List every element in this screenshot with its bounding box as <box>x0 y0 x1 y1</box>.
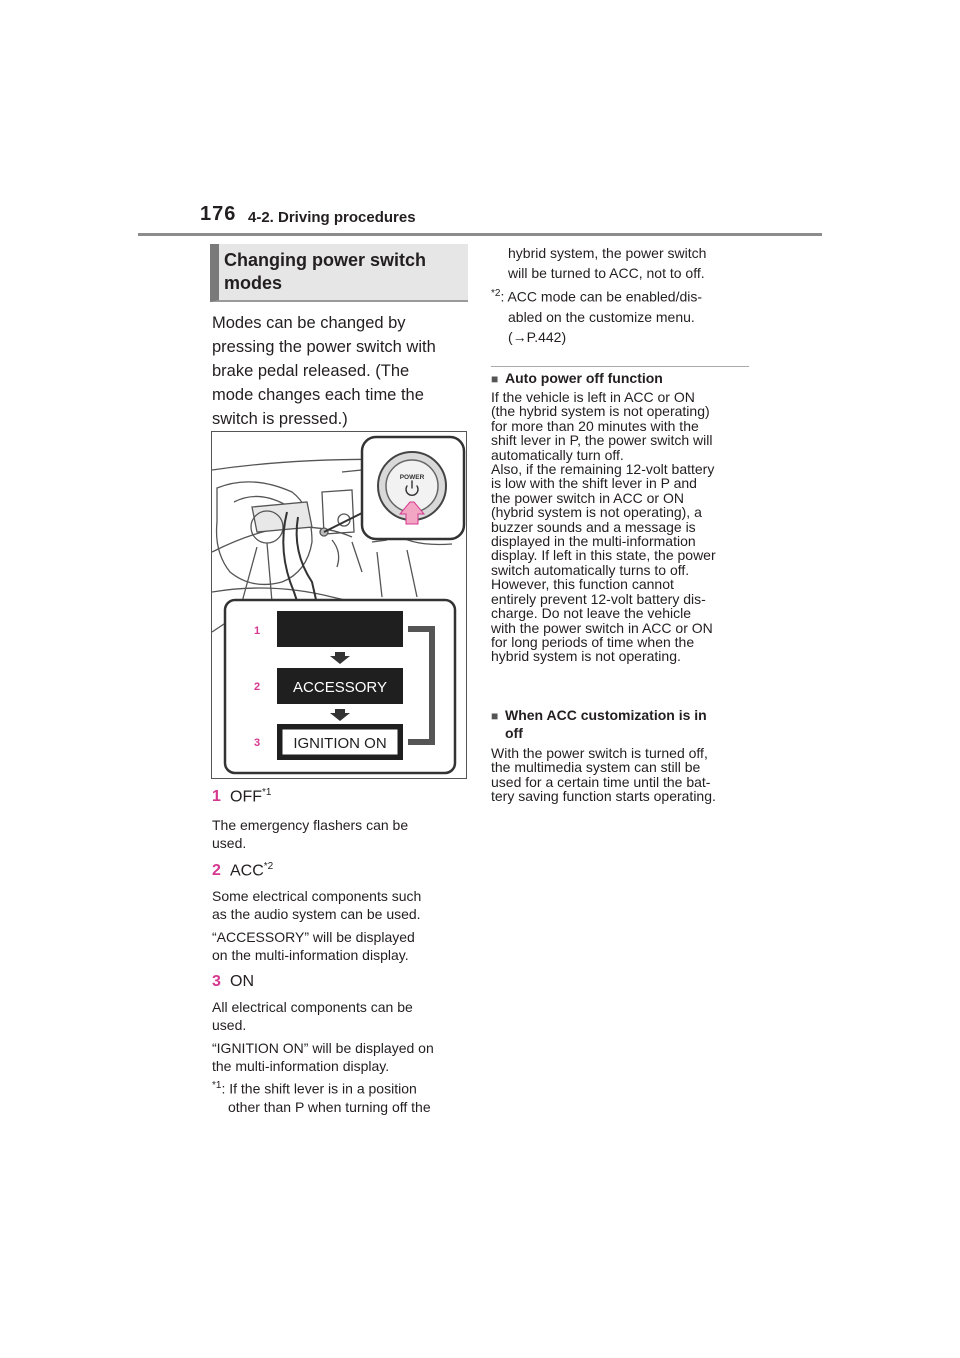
header-rule <box>138 233 822 236</box>
page-reference: (→P.442) <box>508 328 567 345</box>
mode-step-number: 3 <box>254 737 261 749</box>
body-line: for more than 20 minutes with the <box>491 417 699 434</box>
footnote-mark: *1 <box>212 1080 222 1091</box>
item-on-description <box>212 998 467 1075</box>
footnote-mark: *2 <box>491 288 501 299</box>
desc-line: The emergency flashers can be <box>212 817 409 833</box>
heading-line-1: Changing power switch <box>224 250 427 270</box>
item-number: 3 <box>212 973 221 990</box>
item-off-description <box>212 816 467 852</box>
item-on <box>212 973 254 991</box>
body-line: with the power switch in ACC or ON <box>491 619 713 636</box>
auto-power-off-body <box>491 390 753 664</box>
body-line: However, this function cannot <box>491 576 674 593</box>
body-line: hybrid system is not operating. <box>491 648 681 665</box>
desc-line: on the multi-information display. <box>212 947 409 963</box>
item-label: ON <box>230 973 254 990</box>
page-number: 176 <box>200 203 237 225</box>
power-switch-figure <box>211 431 467 779</box>
desc-line: used. <box>212 835 247 851</box>
body-line: used for a certain time until the bat- <box>491 773 711 790</box>
footnote-2 <box>491 284 753 347</box>
footnote-line: will be turned to ACC, not to off. <box>508 265 705 281</box>
body-line: (the hybrid system is not operating) <box>491 403 710 420</box>
item-label: ACC <box>230 862 264 880</box>
body-line: buzzer sounds and a message is <box>491 518 696 535</box>
item-off <box>212 787 271 806</box>
body-line: tery saving function starts operating. <box>491 788 716 805</box>
item-number: 2 <box>212 862 221 880</box>
desc-line: Some electrical components such <box>212 888 422 904</box>
footnote-line: : If the shift lever is in a position <box>221 1080 417 1097</box>
desc-line: as the audio system can be used. <box>212 906 421 922</box>
mode-step-number: 2 <box>254 681 261 693</box>
desc-line: “ACCESSORY” will be displayed <box>212 929 415 945</box>
square-bullet-icon: ■ <box>491 709 499 723</box>
section-title: 4-2. Driving procedures <box>248 209 416 226</box>
footnote-line: hybrid system, the power switch <box>508 245 707 261</box>
intro-line: mode changes each time the <box>212 386 424 404</box>
footnote-line: abled on the customize menu. <box>508 308 695 325</box>
item-number: 1 <box>212 788 221 806</box>
footnote-ref: *1 <box>262 787 272 798</box>
footnote-1 <box>212 1077 470 1116</box>
desc-line: “IGNITION ON” will be displayed on <box>212 1040 434 1056</box>
column-divider <box>491 366 749 367</box>
intro-line: switch is pressed.) <box>212 410 348 428</box>
heading-text: Auto power off function <box>505 370 663 386</box>
footnote-line: other than P when turning off the <box>228 1098 431 1115</box>
footnote-1-continued <box>508 243 753 283</box>
body-line: automatically turn off. <box>491 446 624 463</box>
desc-line: used. <box>212 1017 247 1033</box>
accessory-display-text: ACCESSORY <box>293 679 387 696</box>
acc-customization-body <box>491 746 753 804</box>
heading-text: off <box>505 725 523 741</box>
intro-line: pressing the power switch with <box>212 338 436 356</box>
footnote-ref: *2 <box>263 861 274 872</box>
heading-text: When ACC customization is in <box>505 707 707 723</box>
ignition-on-display-text: IGNITION ON <box>293 735 387 752</box>
section-heading <box>210 244 468 302</box>
item-acc-description <box>212 887 467 964</box>
intro-line: Modes can be changed by <box>212 314 406 332</box>
body-line: the multimedia system can still be <box>491 759 701 776</box>
body-line: is low with the shift lever in P and <box>491 475 697 492</box>
acc-customization-heading <box>491 707 749 742</box>
intro-line: brake pedal released. (The <box>212 362 410 380</box>
body-line: for long periods of time when the <box>491 633 695 650</box>
body-line: charge. Do not leave the vehicle <box>491 605 692 622</box>
body-line: Also, if the remaining 12-volt battery <box>491 461 715 478</box>
body-line: With the power switch is turned off, <box>491 745 708 761</box>
heading-line-2: modes <box>224 273 283 293</box>
body-line: display. If left in this state, the power <box>491 547 716 564</box>
item-acc <box>212 861 273 880</box>
auto-power-off-heading <box>491 370 749 388</box>
intro-paragraph <box>212 311 467 431</box>
body-line: entirely prevent 12-volt battery dis- <box>491 590 706 607</box>
mode-step-number: 1 <box>254 625 261 637</box>
power-label: POWER <box>399 474 425 481</box>
desc-line: the multi-information display. <box>212 1058 390 1074</box>
body-line: (hybrid system is not operating), a <box>491 504 702 521</box>
square-bullet-icon: ■ <box>491 372 499 386</box>
dashboard-illustration <box>212 432 466 778</box>
body-line: switch automatically turns to off. <box>491 561 690 578</box>
item-label: OFF <box>230 788 262 806</box>
body-line: the power switch in ACC or ON <box>491 489 684 506</box>
desc-line: All electrical components can be <box>212 999 413 1015</box>
off-display <box>277 611 403 647</box>
body-line: If the vehicle is left in ACC or ON <box>491 389 695 405</box>
body-line: displayed in the multi-information <box>491 533 696 550</box>
body-line: shift lever in P, the power switch will <box>491 432 713 449</box>
footnote-line: : ACC mode can be enabled/dis- <box>500 288 703 305</box>
